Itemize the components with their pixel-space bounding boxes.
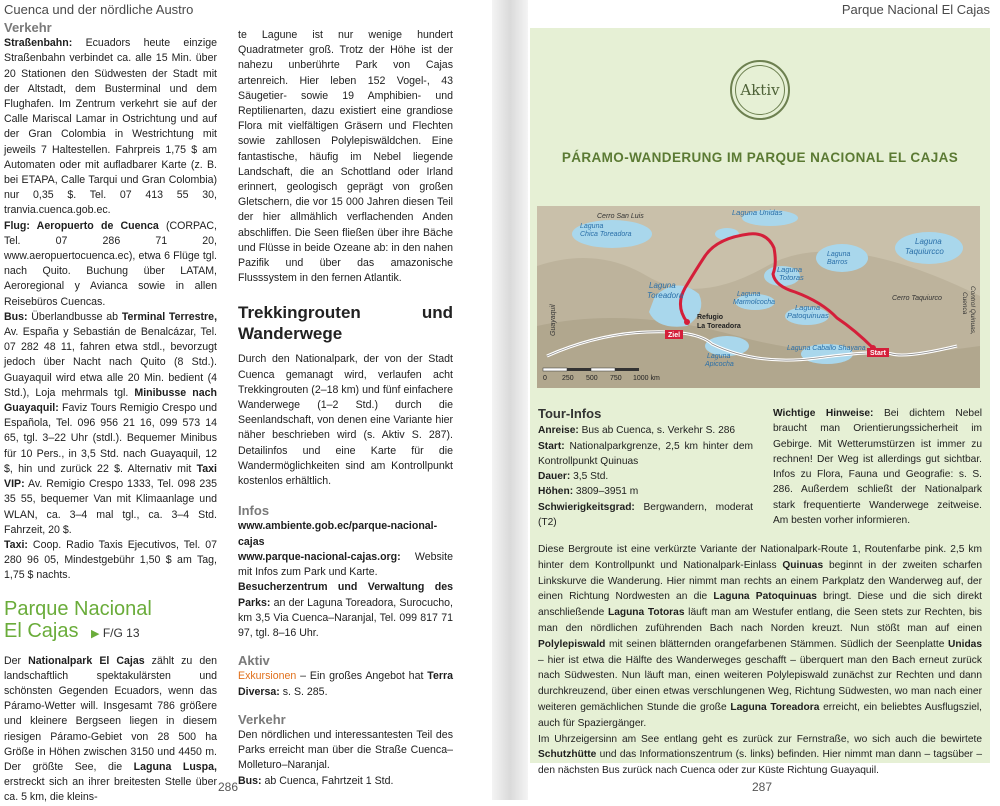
text-bus-4: Av. Remigio Crespo 1333, Tel. 098 235 35 55, bequemer Van mit Klimaanlage und WLAN, ca. 3–4 mal tgl., ca. 3–4 Std. Fahrzeit, 20 $.	[4, 478, 217, 536]
text-bus-1: Überlandbusse ab	[27, 310, 122, 323]
intro-text-1: Der	[4, 654, 29, 667]
desc-bold-schutzhuette: Schutzhütte	[538, 749, 597, 761]
left-page-column-1	[4, 20, 217, 806]
text-exkursionen: – Ein großes Angebot hat	[296, 670, 428, 683]
text-hinweise: Bei dichtem Nebel braucht man Orientierungssicherheit im Gebirge. Mit Wetterumstürzen ist immer zu rechnen! Der Weg ist allerdings gut sichtbar. Infos zu Flora, Fauna und Geografie: s. S. 286. Außerdem schließt der Nationalpark stark frequentierte Wanderwege zeitweise. Am besten vorher informieren.	[773, 408, 982, 527]
left-page-column-2	[238, 28, 453, 789]
map-label-toreadora-1: Laguna	[649, 281, 676, 290]
desc-p2-text-1: Im Uhrzeigersinn am See entlang geht es zurück zur Fernstraße, wo sich auch die bewirtete	[538, 733, 982, 745]
desc-text-3: bringt. Diese und die sich direkt anschließende	[538, 591, 983, 619]
map-label-refugio-1: Refugio	[697, 314, 724, 321]
triangle-right-icon: ▶	[91, 627, 100, 640]
text-hoehen: 3809–3951 m	[573, 486, 639, 498]
bold-terminal: Terminal Terrestre,	[121, 310, 218, 323]
scale-label-250: 250	[562, 375, 574, 382]
desc-text-6: – hier ist etwa die Hälfte des Wanderweges geschafft – überquert man den Bach erneut zurück nach Südwesten. Nun läuft man, einen weiteren Polylepiswald zunächst zur Rechten und dann durchkreuzend, über einen etwas verschlungenen Weg, Richtung Südwesten, wo man nach einer weiteren gemächlichen Stunde die große	[538, 654, 982, 713]
label-start: Start:	[538, 440, 565, 452]
label-hoehen: Höhen:	[538, 486, 574, 498]
paragraph-flug	[4, 219, 217, 310]
section-heading-verkehr-2: Verkehr	[238, 711, 286, 727]
map-label-marmolcocha-1: Laguna	[737, 291, 761, 298]
map-label-marmolcocha-2: Marmolcocha	[733, 299, 776, 306]
text-start: Nationalparkgrenze, 2,5 km hinter dem Kontrollpunkt Quinuas	[538, 440, 753, 467]
park-title-line-2: El Cajas	[4, 619, 79, 642]
map-label-totoras-1: Laguna	[777, 265, 803, 274]
map-label-toreadora-2: Toreadora	[647, 291, 684, 300]
label-strassenbahn: Straßenbahn:	[4, 37, 73, 50]
text-flug: (CORPAC, Tel. 07 286 71 20, www.aeropuertocuenca.ec), etwa 6 Flüge tgl. nach Quito. Buchung über LATAM, Aeroregional y Avianca sowie in allen Reisebüros Cuencas.	[4, 219, 217, 308]
map-label-taquiurcco-1: Laguna	[915, 237, 942, 246]
paragraph-park-intro	[4, 654, 217, 806]
map-label-barros-1: Laguna	[827, 251, 851, 258]
text-strassenbahn: Ecuadors heute einzige Straßenbahn verbindet ca. alle 15 Min. über 20 Stationen den Südwesten der Stadt mit der Altstadt, dem Busterminal und dem Flughafen. Im Zentrum verkehrt sie auf der Calle Mariscal Lamar in Ostrichtung und auf der Gran Colombia in Westrichtung mit jeweils 7 Haltestellen. Fahrpreis 1,75 $ am Automaten oder mit aufladbarer Karte (z. B. bei ETAPA, Calle Tarqui und Gran Colombia) nur 0,35 $. Tel. 07 413 55 30, tranvia.cuenca.gob.ec.	[4, 37, 217, 217]
scale-label-0: 0	[543, 375, 547, 382]
heading-trekkingrouten: Trekkingrouten und Wanderwege	[238, 303, 453, 344]
text-schwierigkeit: Bergwandern, moderat (T2)	[538, 501, 753, 529]
page-gutter	[492, 0, 528, 800]
text-anreise: Bus ab Cuenca, s. Verkehr S. 286	[578, 425, 736, 437]
desc-bold-toreadora: Laguna Toreadora	[730, 701, 820, 713]
intro-bold-2: Laguna Luspa,	[133, 760, 217, 773]
label-bus: Bus:	[4, 310, 28, 323]
intro-bold-1: Nationalpark El Cajas	[28, 654, 145, 667]
paragraph-park-cont: te Lagune ist nur wenige hundert Quadratmeter groß. Trotz der Höhe ist der nahezu unberührte Park von Cajas artenreich. Hier leben 152 Vogel-, 43 Säugetier- sowie 19 Amphibien- und Reptilienarten, dazu existiert eine grandiose Flora mit vielfältigen Gräsern und Flechten sowie zahllosen Polylepiswäldchen. Eine fantastische, häufig im Nebel liegende Landschaft, die an Schottland oder Irland erinnert, geologisch geprägt von großen Gletschern, die vor 15 000 Jahren diesen Teil der hier allmählich verflachenden Anden abschliffen. Die Seen fließen über ihre Bäche und Flüsse in beide Ozeane ab: in den nahen Pazifik und über das amazonische Flusssystem in den fernen Atlantik.	[238, 29, 453, 285]
map-reference	[91, 622, 140, 645]
map-reference-text: F/G 13	[102, 625, 140, 640]
map-label-shayana: Laguna Caballo Shayana	[787, 345, 866, 352]
park-title	[4, 598, 217, 642]
label-besucher: Besucherzentrum und Verwaltung des Parks:	[238, 581, 453, 609]
paragraph-hinweise	[773, 406, 982, 528]
scale-label-1000: 1000 km	[633, 375, 660, 382]
aktiv-badge-label: Aktiv	[735, 65, 785, 115]
bold-terra-diversa: Terra Diversa:	[238, 670, 453, 698]
bold-taxi-vip: Taxi VIP:	[4, 462, 217, 491]
paragraph-exkursionen	[238, 669, 453, 699]
map-label-ziel: Ziel	[668, 332, 681, 339]
paragraph-bus-2	[238, 774, 453, 789]
link-ambiente[interactable]: www.ambiente.gob.ec/parque-nacional-cajas	[238, 520, 438, 548]
desc-bold-patoquinuas: Laguna Patoquinuas	[713, 591, 817, 603]
bold-minibusse: Minibusse nach Guayaquil:	[4, 386, 217, 415]
park-title-line-1: Parque Nacional	[4, 597, 152, 620]
desc-p2-text-2: und das Informationszentrum (s. links) befinden. Hier nimmt man dann – tagsüber – den nächsten Bus zurück nach Cuenca oder zur Küste Richtung Guayaquil.	[538, 749, 982, 777]
running-header-left: Cuenca und der nördliche Austro	[4, 2, 194, 17]
map-label-cerro-taquiurco: Cerro Taquiurco	[892, 295, 942, 302]
page-number-left: 286	[218, 780, 239, 794]
map-label-taquiurcco-2: Taquiurcco	[905, 247, 944, 256]
paragraph-verkehr: Den nördlichen und interessantesten Teil des Parks erreicht man über die Straße Cuenca–Molleturo–Naranjal.	[238, 728, 453, 772]
label-hinweise: Wichtige Hinweise:	[773, 408, 874, 419]
label-dauer: Dauer:	[538, 471, 571, 483]
text-besucher: an der Laguna Toreadora, Surocucho, km 3,5 Via Cuenca–Naranjal, Tel. 099 817 71 97, tgl. 8–16 Uhr.	[238, 596, 453, 639]
scale-label-500: 500	[586, 375, 598, 382]
desc-bold-totoras: Laguna Totoras	[607, 607, 685, 619]
paragraph-strassenbahn	[4, 36, 217, 218]
section-heading-infos: Infos	[238, 503, 270, 519]
wichtige-hinweise	[773, 406, 982, 528]
info-hoehen	[538, 484, 753, 499]
label-anreise: Anreise:	[538, 425, 579, 437]
intro-text-3: erstreckt sich an ihrer breitesten Stelle über ca. 5 km, die kleins-	[4, 776, 217, 804]
map-label-refugio-2: La Toreadora	[697, 323, 741, 330]
desc-text-2: beginnt in der zweiten scharfen Linkskurve die Wanderung. Hier nimmt man rechts an einem Parkplatz den Wanderweg auf, der einen Richtung Nordwesten an die	[538, 559, 983, 603]
scale-label-750: 750	[610, 375, 622, 382]
tour-infos-heading: Tour-Infos	[538, 406, 602, 421]
desc-bold-unidas: Unidas	[948, 638, 982, 650]
label-schwierigkeit: Schwierigkeitsgrad:	[538, 501, 635, 513]
link-parque[interactable]: www.parque-nacional-cajas.org:	[238, 550, 401, 563]
info-anreise	[538, 423, 753, 438]
map-label-chica-2: Chica Toreadora	[580, 231, 632, 238]
text-taxi: Coop. Radio Taxis Ejecutivos, Tel. 07 280 96 05, Mindestgebühr 1,50 $ am Tag, 1,75 $ nachts.	[4, 538, 217, 582]
info-schwierigkeit	[538, 500, 753, 531]
paragraph-taxi	[4, 538, 217, 584]
page-number-right: 287	[752, 780, 773, 794]
map-label-cerro-san-luis: Cerro San Luis	[597, 213, 644, 220]
trail-map	[537, 206, 980, 388]
desc-bold-quinuas: Quinuas	[782, 559, 824, 571]
map-label-patoquinuas-1: Laguna	[795, 303, 821, 312]
map-label-patoquinuas-2: Patoquinuas	[787, 311, 829, 320]
map-label-totoras-2: Totoras	[779, 273, 804, 282]
paragraph-trekking: Durch den Nationalpark, der von der Stadt Cuenca gemanagt wird, verlaufen acht Trekkingrouten (2–18 km) und fünf einfachere Wanderwege (1–2 Std.) durch die Seenlandschaft, von denen eine Variante hier näher beschrieben wird (s. Aktiv S. 287). Detailinfos und eine Karte für die Wandermöglichkeiten sind am Kontrollpunkt kostenlos erhältlich.	[238, 353, 453, 488]
map-label-chica-1: Laguna	[580, 223, 604, 230]
label-exkursionen: Exkursionen	[238, 670, 297, 683]
route-paragraph-2	[538, 732, 982, 779]
section-heading-aktiv: Aktiv	[238, 653, 270, 669]
text-bus-2b: ab Cuenca, Fahrtzeit 1 Std.	[261, 774, 394, 787]
map-label-barros-2: Barros	[827, 259, 848, 266]
map-label-start: Start	[870, 350, 886, 357]
desc-text-4: läuft man am Westufer entlang, die Seen stets zur Rechten, bis man den nördlichen zuführenden Bach nach Norden kreuzt. Nun stößt man auf einen	[538, 607, 982, 634]
aktiv-badge	[730, 60, 790, 120]
map-label-cuenca-2: Cuenca	[961, 292, 968, 315]
info-start	[538, 439, 753, 470]
text-exk-end: s. S. 285.	[279, 685, 328, 698]
aktiv-box	[530, 28, 990, 777]
paragraph-besucher	[238, 580, 453, 641]
text-bus-3: Faviz Tours Remigio Crespo und Española, Tel. 096 956 21 16, 099 573 14 65, tgl. 3–22 Uhr (stdl.). Bequemer Minibus für 10 Pers., in 3,5 Std. nach Guayaquil, 12 $, hin und zurück 22 $. Alternativ mit	[4, 402, 217, 475]
route-paragraph-1	[538, 542, 982, 732]
map-label-unidas: Laguna Unidas	[732, 208, 783, 217]
route-description	[538, 542, 982, 779]
info-dauer	[538, 469, 753, 484]
label-bus-2: Bus:	[238, 774, 262, 787]
text-bus-2: Av. España y Sebastián de Benalcázar, Tel. 07 282 48 11, fahren etwa stdl., bevorzugt jedoch über Nacht nach Quito (8 Std.). Guayaquil wird etwa alle 20 Min. bedient (4 Std.), Loja mehrmals tgl.	[4, 326, 217, 399]
map-label-apicocha-1: Laguna	[707, 353, 731, 360]
map-label-cuenca-1: Control Quinuas,	[969, 286, 976, 335]
running-header-right: Parque Nacional El Cajas	[841, 2, 990, 17]
desc-bold-polylepiswald: Polylepiswald	[538, 638, 606, 650]
section-heading-verkehr: Verkehr	[4, 20, 52, 35]
intro-text-2: zählt zu den landschaftlich spektakulärsten und schönsten Gegenden Ecuadors, wenn das Páramo-Wetter will. Insgesamt 786 größere und kleinere Bergseen liegen in diesem riesigen Páramo-Gebiet von 28 500 ha Größe in Höhen zwischen 3150 und 4450 m. Der größte See, die	[4, 654, 217, 773]
paragraph-bus	[4, 310, 217, 538]
desc-text-5: mit seinen blätternden orangefarbenen Stämmen. Südlich der Seenplatte	[605, 638, 949, 650]
desc-text-7: erreicht, ein beliebtes Ausflugsziel, auch für Spaziergänger.	[538, 701, 983, 729]
desc-text-1: Diese Bergroute ist eine verkürzte Variante der Nationalpark-Route 1, Routenfarbe pink. 2,5 km hinter dem Kontrollpunkt und Nationalpark-Einlass	[538, 544, 982, 571]
tour-infos	[538, 406, 753, 530]
paragraph-link-1	[238, 519, 453, 549]
map-label-guayaquil: Guayaquil	[550, 304, 557, 336]
text-dauer: 3,5 Std.	[570, 471, 609, 483]
link-2-text: Website mit Infos zum Park und Karte.	[238, 550, 453, 579]
map-label-apicocha-2: Apicocha	[705, 361, 734, 368]
label-flug: Flug: Aeropuerto de Cuenca	[4, 219, 159, 232]
aktiv-title: PÁRAMO-WANDERUNG IM PARQUE NACIONAL EL CAJAS	[561, 150, 959, 165]
label-taxi: Taxi:	[4, 538, 28, 551]
paragraph-link-2	[238, 550, 453, 580]
